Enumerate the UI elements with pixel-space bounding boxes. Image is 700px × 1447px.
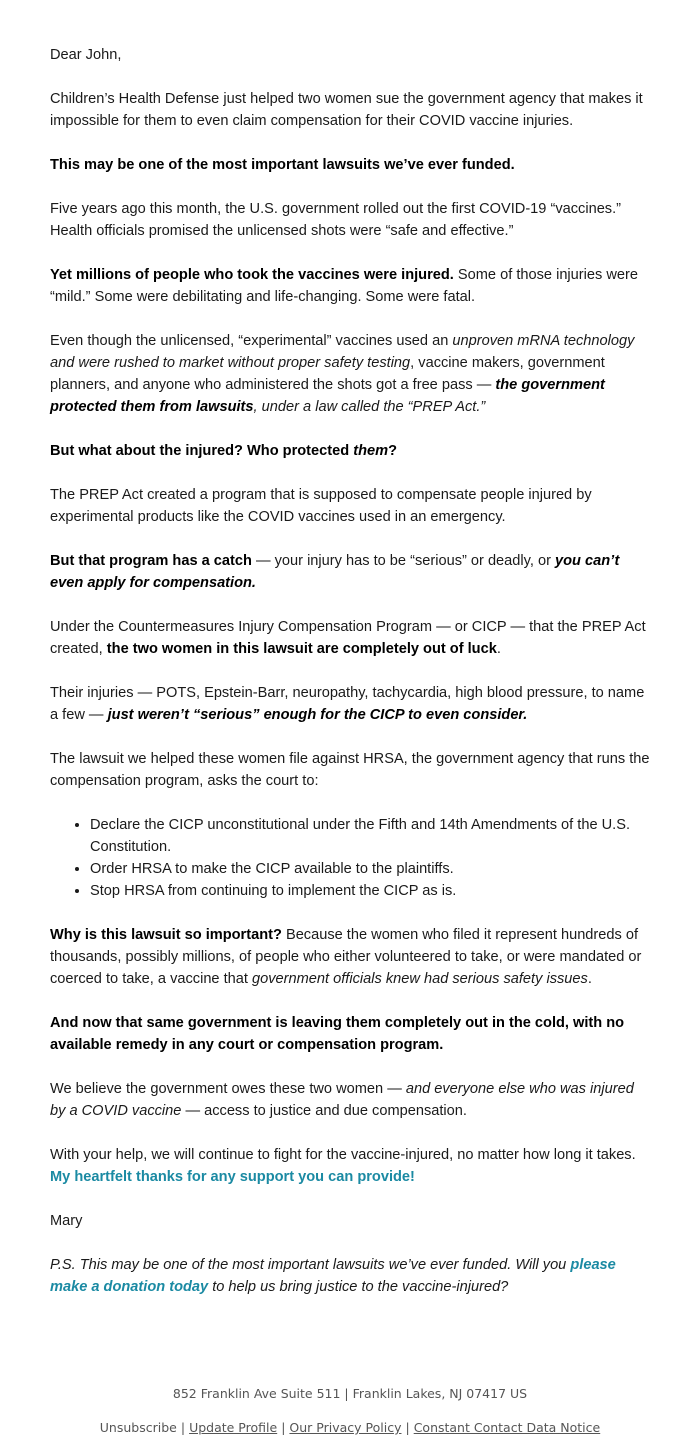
donation-link-text[interactable]: please make a donation today: [50, 1257, 616, 1295]
demands-list: [50, 814, 652, 902]
bold-italic-span: you can’t even apply for compensation.: [50, 553, 620, 591]
unsubscribe-link[interactable]: Unsubscribe: [99, 1420, 177, 1435]
thanks-link[interactable]: My heartfelt thanks for any support you can provide!: [50, 1169, 415, 1185]
text-span: But what about the injured? Who protected: [50, 443, 354, 459]
separator: |: [180, 1420, 186, 1435]
italic-span: P.S. This may be one of the most important lawsuits we’ve ever funded. Will you: [50, 1257, 571, 1273]
text-span: Under the Countermeasures Injury Compensation Program — or CICP — that the PREP Act created,: [50, 619, 646, 657]
paragraph-help: [50, 1144, 652, 1188]
footer-address: 852 Franklin Ave Suite 511 | Franklin Lakes, NJ 07417 US: [172, 1386, 528, 1401]
injured-bold: Yet millions of people who took the vaccines were injured.: [50, 267, 454, 283]
paragraph-important: [50, 154, 652, 176]
text-span: .: [496, 641, 501, 657]
list-item: • Declare the CICP unconstitutional under the Fifth and 14th Amendments of the U.S. Constitution.: [90, 814, 652, 858]
italic-span: , under a law called the “PREP Act.”: [253, 399, 486, 415]
text-span: We believe the government owes these two women —: [50, 1081, 406, 1097]
text-span: With your help, we will continue to fight for the vaccine-injured, no matter how long it takes.: [50, 1147, 636, 1163]
paragraph-catch: [50, 550, 652, 594]
italic-span: to help us bring justice to the vaccine-injured?: [208, 1279, 509, 1295]
text-span: .: [587, 971, 592, 987]
paragraph-program: The PREP Act created a program that is supposed to compensate people injured by experimental products like the COVID vaccines used in an emergency.: [50, 487, 592, 525]
bold-span: Why is this lawsuit so important?: [50, 927, 282, 943]
privacy-policy-link[interactable]: Our Privacy Policy: [289, 1420, 402, 1435]
italic-span: unproven mRNA technology and were rushed to market without proper safety testing: [50, 333, 635, 371]
text-span: , vaccine makers, government planners, and anyone who administered the shots got a free pass —: [50, 355, 605, 393]
footer-links: [0, 1420, 700, 1435]
paragraph-why: [50, 924, 652, 990]
text-span: Their injuries — POTS, Epstein-Barr, neuropathy, tachycardia, high blood pressure, to name a few —: [50, 685, 645, 723]
text-span: ?: [388, 443, 398, 459]
bold-italic-span: the government protected them from lawsuits: [50, 377, 605, 415]
email-body: [50, 44, 652, 1320]
bold-italic-span: just weren’t “serious” enough for the CICP to even consider.: [107, 707, 528, 723]
important-statement: This may be one of the most important lawsuits we’ve ever funded.: [50, 157, 515, 173]
separator: |: [405, 1420, 410, 1435]
italic-span: them: [353, 443, 389, 459]
greeting: Dear John,: [50, 47, 122, 63]
bold-span: But that program has a catch: [50, 553, 252, 569]
bold-span: And now that same government is leaving them completely out in the cold, with no available remedy in any court or compensation program.: [50, 1015, 625, 1053]
injured-rest: Some of those injuries were “mild.” Some were debilitating and life-changing. Some were fatal.: [50, 267, 638, 305]
paragraph-question: [50, 440, 652, 462]
text-span: — access to justice and due compensation.: [181, 1103, 467, 1119]
paragraph-prep-act: [50, 330, 652, 418]
paragraph-owes: [50, 1078, 652, 1122]
paragraph-lawsuit: The lawsuit we helped these women file against HRSA, the government agency that runs the compensation program, asks the court to:: [50, 751, 650, 789]
signature: Mary: [50, 1213, 83, 1229]
list-item: • Stop HRSA from continuing to implement the CICP as is.: [90, 880, 652, 902]
data-notice-link[interactable]: Constant Contact Data Notice: [413, 1420, 601, 1435]
separator: |: [281, 1420, 286, 1435]
paragraph-injuries: [50, 682, 652, 726]
paragraph-intro: Children’s Health Defense just helped two women sue the government agency that makes it impossible for them to even claim compensation for their COVID vaccine injuries.: [50, 91, 643, 129]
list-item: • Order HRSA to make the CICP available to the plaintiffs.: [90, 858, 652, 880]
italic-span: and everyone else who was injured by a COVID vaccine: [50, 1081, 634, 1119]
bold-span: the two women in this lawsuit are completely out of luck: [106, 641, 497, 657]
paragraph-rollout: Five years ago this month, the U.S. government rolled out the first COVID-19 “vaccines.” Health officials promised the unlicensed shots were “safe and effective.”: [50, 201, 622, 239]
paragraph-cold: [50, 1012, 652, 1056]
italic-span: government officials knew had serious safety issues: [252, 971, 588, 987]
text-span: — your injury has to be “serious” or deadly, or: [251, 553, 556, 569]
paragraph-injured: [50, 264, 652, 308]
text-span: Even though the unlicensed, “experimental” vaccines used an: [50, 333, 453, 349]
update-profile-link[interactable]: Update Profile: [189, 1420, 278, 1435]
postscript: [50, 1254, 652, 1298]
paragraph-cicp: [50, 616, 652, 660]
text-span: Because the women who filed it represent hundreds of thousands, possibly millions, of people who either volunteered to take, or were mandated or coerced to take, a vaccine that: [50, 927, 642, 987]
